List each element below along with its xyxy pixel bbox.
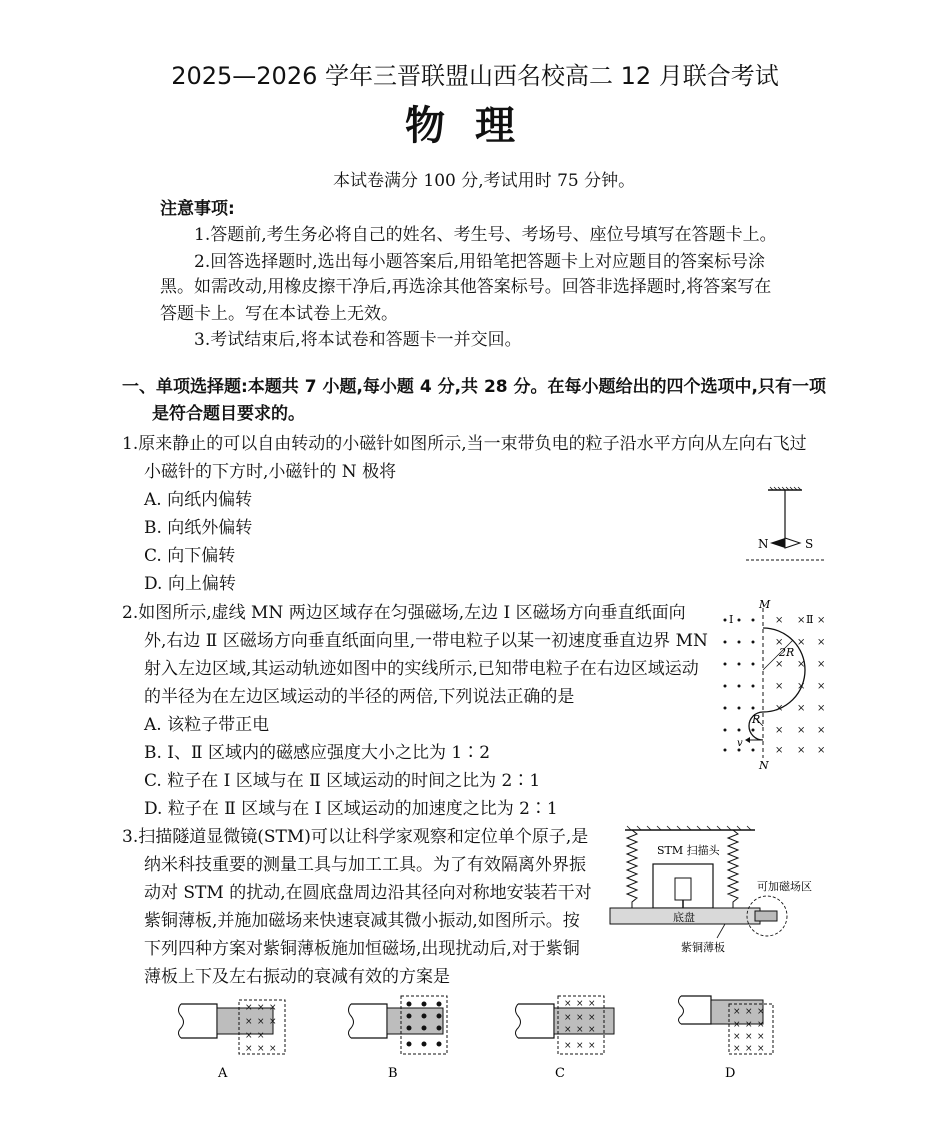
stm-head [675, 878, 691, 900]
notice-item: 1.答题前,考生务必将自己的姓名、考生号、考场号、座位号填写在答题卡上。 [194, 225, 777, 245]
svg-text:×: × [775, 637, 784, 648]
region2-crosses [775, 615, 825, 756]
notice-item: 2.回答选择题时,选出每小题答案后,用铅笔把答题卡上对应题目的答案标号涂 [194, 252, 766, 272]
svg-text:×: × [564, 1041, 572, 1051]
svg-text:×: × [817, 615, 826, 626]
needle-south [785, 538, 800, 548]
svg-text:×: × [797, 659, 806, 670]
label-m: M [759, 598, 771, 611]
svg-text:×: × [245, 1003, 253, 1013]
plate-label: 紫铜薄板 [681, 941, 725, 954]
exam-intro: 本试卷满分 100 分,考试用时 75 分钟。 [333, 171, 636, 191]
q1-stem: 小磁针的下方时,小磁针的 N 极将 [144, 462, 397, 482]
svg-text:×: × [257, 1017, 265, 1027]
q1-option-d: D. 向上偏转 [144, 574, 236, 594]
q2-option-a: A. 该粒子带正电 [144, 715, 270, 735]
copper-plate [554, 1008, 614, 1034]
label-n: N [759, 759, 769, 770]
svg-text:×: × [588, 999, 596, 1009]
svg-text:×: × [588, 1041, 596, 1051]
svg-text:×: × [257, 1031, 265, 1041]
svg-text:×: × [817, 681, 826, 692]
q1-compass-figure [740, 485, 830, 565]
q2-option-b: B. Ⅰ、Ⅱ 区域内的磁感应强度大小之比为 1∶2 [144, 743, 491, 763]
notice-item: 答题卡上。写在本试卷上无效。 [160, 304, 398, 324]
svg-text:×: × [269, 1044, 277, 1054]
svg-text:×: × [733, 1044, 741, 1054]
q2-stem: 的半径为在左边区域运动的半径的两倍,下列说法正确的是 [144, 687, 575, 707]
q3-stem: 紫铜薄板,并施加磁场来快速衰减其微小振动,如图所示。按 [144, 911, 580, 931]
svg-text:×: × [775, 703, 784, 714]
q3-stem: 3.扫描隧道显微镜(STM)可以让科学家观察和定位单个原子,是 [122, 827, 589, 847]
svg-text:×: × [775, 615, 784, 626]
svg-text:×: × [576, 999, 584, 1009]
stm-head-label: STM 扫描头 [657, 844, 720, 857]
svg-text:×: × [257, 1003, 265, 1013]
q3-choice-d-figure [675, 994, 795, 1080]
exam-title: 2025—2026 学年三晋联盟山西名校高二 12 月联合考试 [171, 62, 779, 90]
svg-text:×: × [564, 1013, 572, 1023]
svg-text:×: × [817, 725, 826, 736]
q1-option-b: B. 向纸外偏转 [144, 518, 253, 538]
choice-d-label: D [725, 1066, 736, 1080]
label-region2: Ⅱ [806, 613, 814, 626]
svg-text:×: × [588, 1025, 596, 1035]
svg-text:×: × [817, 703, 826, 714]
svg-text:×: × [775, 681, 784, 692]
choice-c-label: C [555, 1066, 565, 1080]
q3-stem: 薄板上下及左右振动的衰减有效的方案是 [144, 967, 450, 987]
q3-stem: 动对 STM 的扰动,在圆底盘周边沿其径向对称地安装若干对 [144, 883, 592, 903]
svg-text:×: × [757, 1007, 765, 1017]
q2-field-figure [715, 598, 830, 770]
copper-plate [755, 911, 777, 921]
q3-choice-b-figure [345, 994, 465, 1080]
n-pole-label: N [758, 537, 769, 551]
svg-text:×: × [257, 1044, 265, 1054]
q3-stem: 纳米科技重要的测量工具与加工工具。为了有效隔离外界振 [144, 855, 586, 875]
svg-text:×: × [733, 1020, 741, 1030]
copper-plate [387, 1008, 443, 1034]
label-v: v [737, 738, 743, 749]
svg-text:×: × [745, 1007, 753, 1017]
q1-stem: 1.原来静止的可以自由转动的小磁针如图所示,当一束带负电的粒子沿水平方向从左向右飞过 [122, 434, 807, 454]
label-region1: Ⅰ [729, 613, 734, 626]
svg-text:×: × [797, 703, 806, 714]
section-heading-cont: 是符合题目要求的。 [152, 404, 305, 424]
svg-text:×: × [797, 615, 806, 626]
q3-choice-a-figure [175, 994, 295, 1080]
q3-choice-c-figure [512, 994, 632, 1080]
field-zone-label: 可加磁场区 [757, 880, 812, 893]
svg-text:×: × [745, 1032, 753, 1042]
s-pole-label: S [805, 537, 814, 551]
svg-text:×: × [269, 1003, 277, 1013]
svg-text:×: × [817, 637, 826, 648]
svg-text:×: × [576, 1013, 584, 1023]
svg-text:×: × [817, 745, 826, 756]
svg-text:×: × [775, 745, 784, 756]
svg-text:×: × [745, 1020, 753, 1030]
svg-text:×: × [564, 1025, 572, 1035]
q1-option-c: C. 向下偏转 [144, 546, 236, 566]
q3-stm-figure [605, 824, 830, 964]
subject-title: 物理 [405, 103, 545, 149]
base-label: 底盘 [673, 911, 695, 924]
notice-item: 黑。如需改动,用橡皮擦干净后,再选涂其他答案标号。回答非选择题时,将答案写在 [160, 277, 772, 297]
svg-text:×: × [817, 659, 826, 670]
svg-text:×: × [564, 999, 572, 1009]
svg-text:×: × [797, 725, 806, 736]
svg-text:×: × [269, 1017, 277, 1027]
svg-text:×: × [745, 1044, 753, 1054]
svg-text:×: × [775, 659, 784, 670]
q1-option-a: A. 向纸内偏转 [144, 490, 253, 510]
svg-text:×: × [775, 725, 784, 736]
label-2r: 2R [779, 646, 795, 659]
svg-text:×: × [757, 1020, 765, 1030]
svg-text:×: × [757, 1032, 765, 1042]
q2-stem: 2.如图所示,虚线 MN 两边区域存在匀强磁场,左边 Ⅰ 区磁场方向垂直纸面向 [122, 603, 686, 623]
svg-text:×: × [733, 1032, 741, 1042]
svg-text:×: × [245, 1017, 253, 1027]
svg-text:×: × [576, 1025, 584, 1035]
q2-stem: 射入左边区域,其运动轨迹如图中的实线所示,已知带电粒子在右边区域运动 [144, 659, 699, 679]
q2-stem: 外,右边 Ⅱ 区磁场方向垂直纸面向里,一带电粒子以某一初速度垂直边界 MN [144, 631, 708, 651]
notice-heading: 注意事项: [160, 199, 235, 219]
right-spring [728, 830, 738, 908]
svg-text:×: × [797, 681, 806, 692]
q2-option-d: D. 粒子在 Ⅱ 区域与在 Ⅰ 区域运动的加速度之比为 2∶1 [144, 799, 558, 819]
needle-north [770, 538, 785, 548]
svg-text:×: × [576, 1041, 584, 1051]
svg-text:×: × [245, 1044, 253, 1054]
q2-option-c: C. 粒子在 Ⅰ 区域与在 Ⅱ 区域运动的时间之比为 2∶1 [144, 771, 541, 791]
label-r: R [752, 713, 761, 726]
choice-b-label: B [388, 1066, 398, 1080]
svg-text:×: × [757, 1044, 765, 1054]
svg-text:×: × [588, 1013, 596, 1023]
q3-stem: 下列四种方案对紫铜薄板施加恒磁场,出现扰动后,对于紫铜 [144, 939, 580, 959]
left-spring [627, 830, 637, 908]
notice-item: 3.考试结束后,将本试卷和答题卡一并交回。 [194, 330, 522, 350]
svg-text:×: × [797, 745, 806, 756]
choice-a-label: A [218, 1066, 228, 1080]
svg-text:×: × [245, 1031, 253, 1041]
section-heading: 一、单项选择题:本题共 7 小题,每小题 4 分,共 28 分。在每小题给出的四个选项中,只有一项 [122, 377, 826, 397]
svg-text:×: × [797, 637, 806, 648]
svg-text:×: × [733, 1007, 741, 1017]
